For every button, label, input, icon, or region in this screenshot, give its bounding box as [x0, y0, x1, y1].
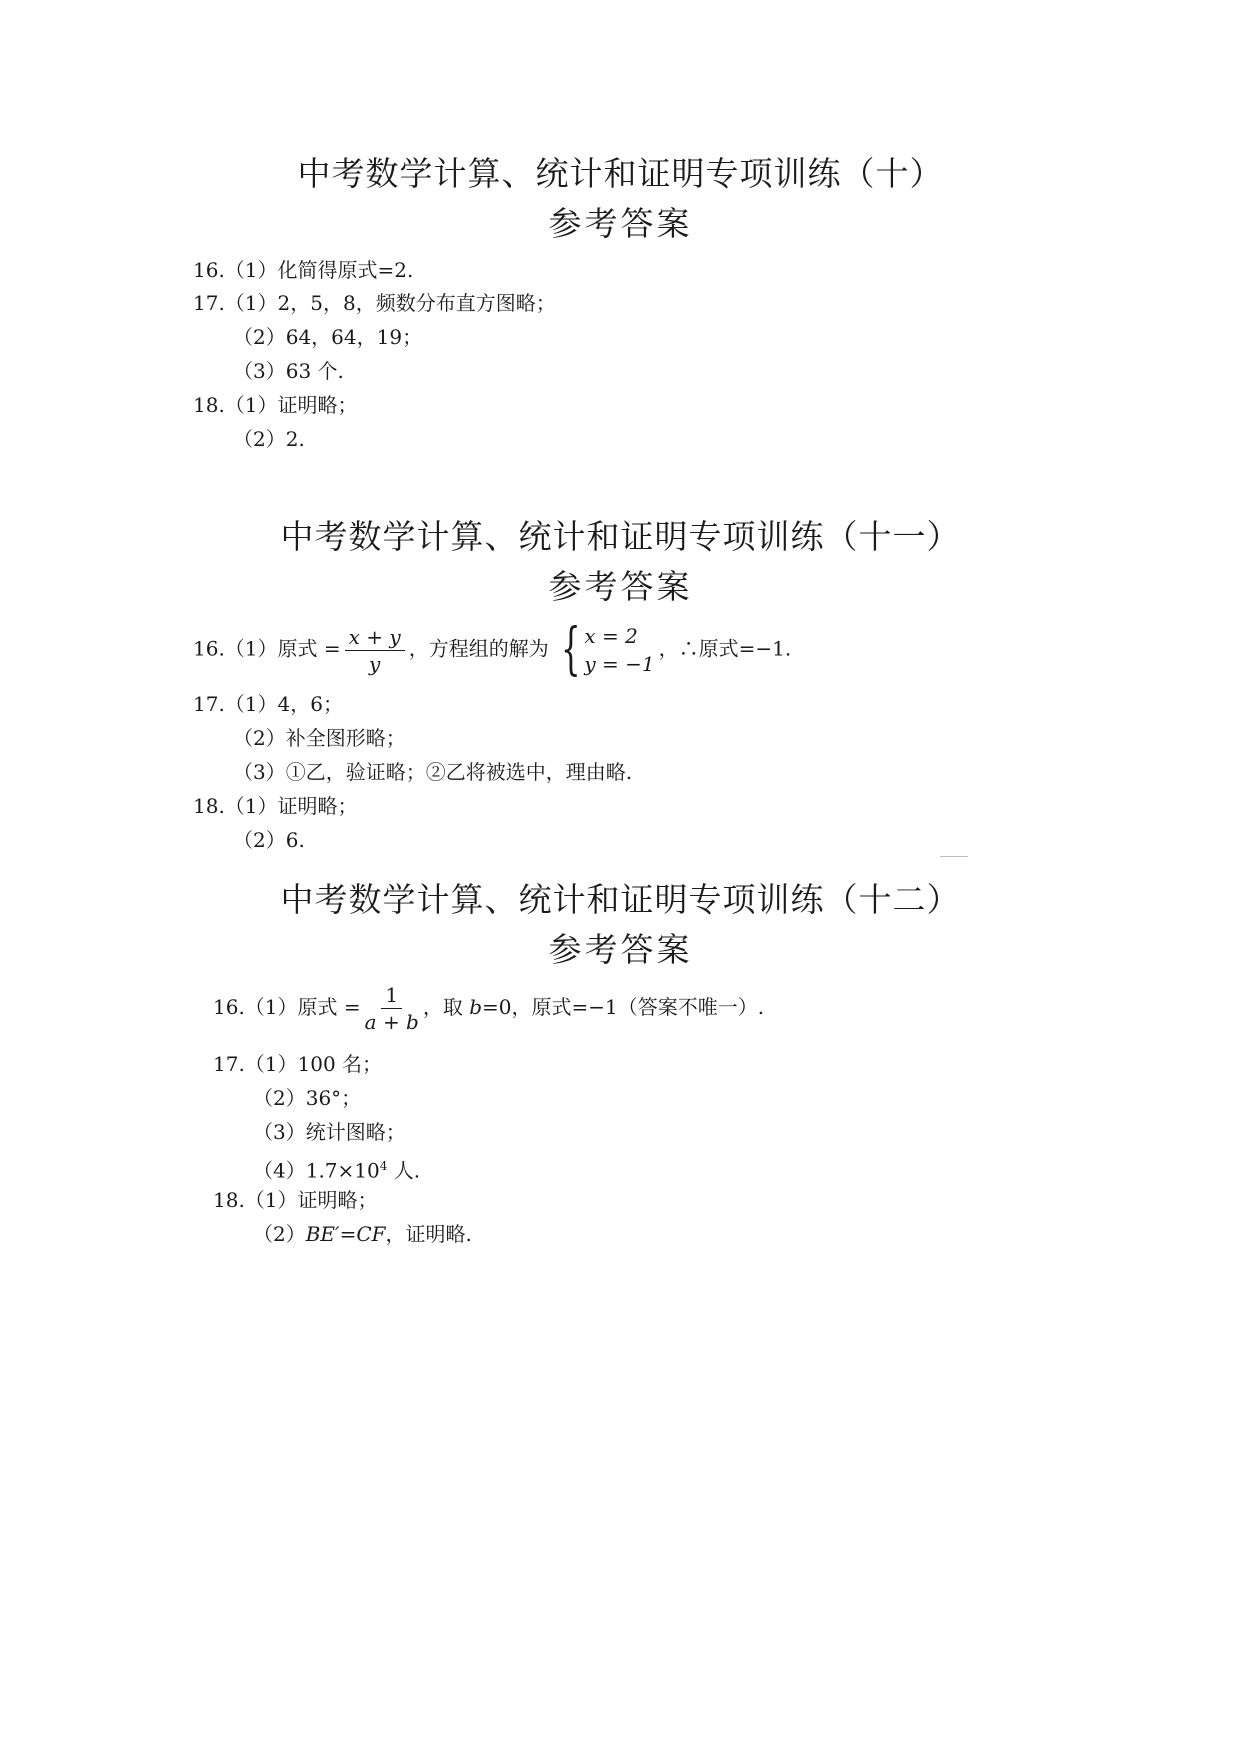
- equation-system: { x = 2 y = −1: [560, 617, 655, 682]
- answer-line: （2）6.: [233, 828, 305, 852]
- answer-line: （2）补全图形略；: [233, 726, 406, 750]
- answer-line: 17.（1）100 名；: [213, 1052, 383, 1076]
- answer-line-sci-notation: $(4)1.7\times 10^4$ 人.: [253, 1158, 421, 1183]
- fraction: $\frac{1}{a + b}$: [364, 983, 419, 1034]
- answer-line: 18.（1）证明略；: [213, 1188, 378, 1212]
- section-11-subtitle: 参考答案: [548, 567, 693, 606]
- section-11-title: 中考数学计算、统计和证明专项训练（十一）: [280, 517, 961, 556]
- section-12-subtitle: 参考答案: [548, 930, 693, 969]
- answer-line: 16.（1）化简得原式=2.: [193, 258, 414, 282]
- answer-line: （2）36°；: [253, 1086, 362, 1110]
- answer-line: 18.（1）证明略；: [193, 794, 358, 818]
- answer-line: （3）统计图略；: [253, 1120, 406, 1144]
- section-10-title: 中考数学计算、统计和证明专项训练（十）: [297, 154, 944, 193]
- answer-line: （3）①乙，验证略；②乙将被选中，理由略.: [233, 760, 633, 784]
- answer-line-16-formula: 16.（1）原式 = $\frac{x + y}{y}$ ，方程组的解为 { x = 2 y = −1 ，∴原式=−1.: [193, 617, 792, 682]
- answer-line: 18.（1）证明略；: [193, 393, 358, 417]
- answer-line: （2）64，64，19；: [233, 325, 423, 349]
- answer-line-16-formula: 16.（1）原式 = $\frac{1}{a + b}$ ，取 b=0，原式=−1（答案不唯一）.: [213, 983, 765, 1034]
- answer-line: （2）BE′=CF，证明略.: [253, 1222, 472, 1246]
- answer-line: 17.（1）2，5，8，频数分布直方图略；: [193, 291, 556, 315]
- answer-line: （2）2.: [233, 427, 305, 451]
- fraction: $\frac{x + y}{y}$: [345, 626, 405, 675]
- scan-mark: [940, 856, 968, 857]
- section-10-subtitle: 参考答案: [548, 204, 693, 243]
- answer-line: （3）63 个.: [233, 359, 344, 383]
- section-12-title: 中考数学计算、统计和证明专项训练（十二）: [280, 880, 961, 919]
- answer-line: 17.（1）4，6；: [193, 692, 343, 716]
